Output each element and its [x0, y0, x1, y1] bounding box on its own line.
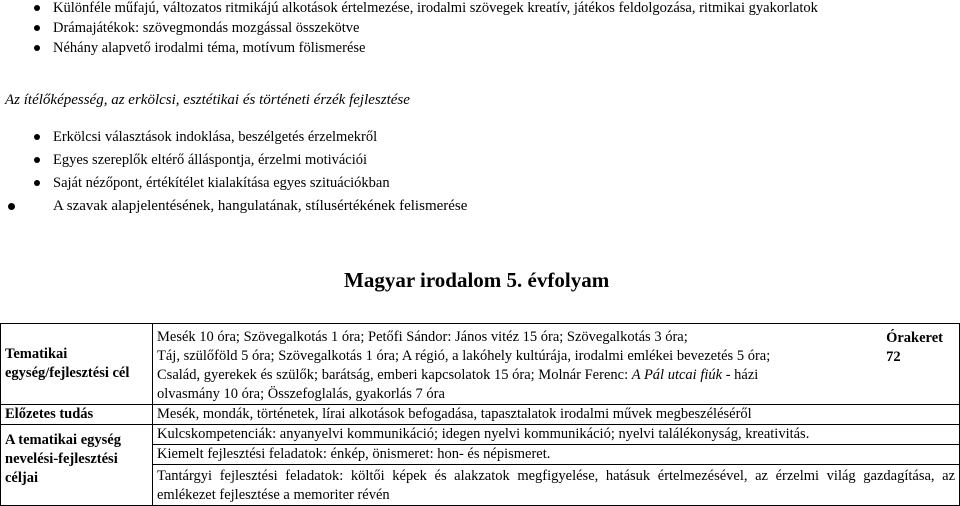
row-label-celok: A tematikai egység nevelési-fejlesztési céljai: [1, 425, 153, 506]
row-label-tematikai: Tematikai egység/fejlesztési cél: [1, 324, 153, 405]
book-title: A Pál utcai fiúk: [631, 367, 723, 383]
hours-value: 72: [886, 349, 901, 365]
row-label-elozetes: Előzetes tudás: [1, 405, 153, 425]
goals-line-2: Kiemelt fejlesztési feladatok: énkép, önismeret: hon- és népismeret.: [153, 445, 959, 465]
table-row: [1, 324, 960, 405]
topics-cell: [153, 324, 960, 405]
table-row: [1, 425, 960, 506]
bullet-icon: [34, 180, 40, 186]
competency-list-1: [0, 0, 818, 58]
bullet-icon: [34, 5, 40, 11]
bullet-icon: [34, 157, 40, 163]
goals-line-1: Kulcskompetenciák: anyanyelvi kommunikáció; idegen nyelvi kommunikáció; nyelvi találékonyság, kreativitás.: [153, 425, 959, 445]
goals-cell: [153, 425, 960, 506]
list-item: Különféle műfajú, változatos ritmikájú alkotások értelmezése, irodalmi szövegek kreatív, játékos feldolgozása, ritmikai gyakorlatok: [0, 0, 818, 18]
topics-line-2: Táj, szülőföld 5 óra; Szövegalkotás 1 óra; A régió, a lakóhely kultúrája, irodalmi emlékei bevezetés 5 óra;: [157, 348, 771, 364]
goals-line-3: Tantárgyi fejlesztési feladatok: költői képek és alakzatok megfigyelése, hatásuk értelmezésével, az érzelmi világ gazdagítása, az emlékezet fejlesztése a memoriter révén: [157, 468, 955, 503]
hours-box: [886, 329, 943, 367]
bullet-icon: [34, 45, 40, 51]
competency-list-2: [0, 126, 390, 195]
list-item: Egyes szereplők eltérő álláspontja, érzelmi motivációi: [0, 149, 390, 172]
bullet-icon: [8, 203, 15, 210]
topics-line-4: olvasmány 10 óra; Összefoglalás, gyakorlás 7 óra: [157, 386, 445, 402]
curriculum-table: [0, 323, 960, 506]
page-title: Magyar irodalom 5. évfolyam: [344, 268, 610, 292]
section-heading: Az ítélőképesség, az erkölcsi, esztétikai és történeti érzék fejlesztése: [5, 92, 410, 108]
list-item: Néhány alapvető irodalmi téma, motívum fölismerése: [0, 38, 818, 58]
topics-line-1: Mesék 10 óra; Szövegalkotás 1 óra; Petőfi Sándor: János vitéz 15 óra; Szövegalkotás 3 óra;: [157, 329, 688, 345]
bullet-icon: [34, 134, 40, 140]
table-row: [1, 405, 960, 425]
list-item: Erkölcsi választások indoklása, beszélgetés érzelmekről: [0, 126, 390, 149]
list-item: Drámajátékok: szövegmondás mozgással összekötve: [0, 18, 818, 38]
list-item: Saját nézőpont, értékítélet kialakítása egyes szituációkban: [0, 172, 390, 195]
topics-line-3: Család, gyerekek és szülők; barátság, emberi kapcsolatok 15 óra; Molnár Ferenc: A Pál utcai fiúk - házi: [157, 367, 759, 383]
bullet-icon: [34, 25, 40, 31]
prior-knowledge-cell: Mesék, mondák, történetek, lírai alkotások befogadása, tapasztalatok irodalmi művek megbeszéléséről: [153, 405, 960, 425]
hours-label: Órakeret: [886, 330, 943, 346]
